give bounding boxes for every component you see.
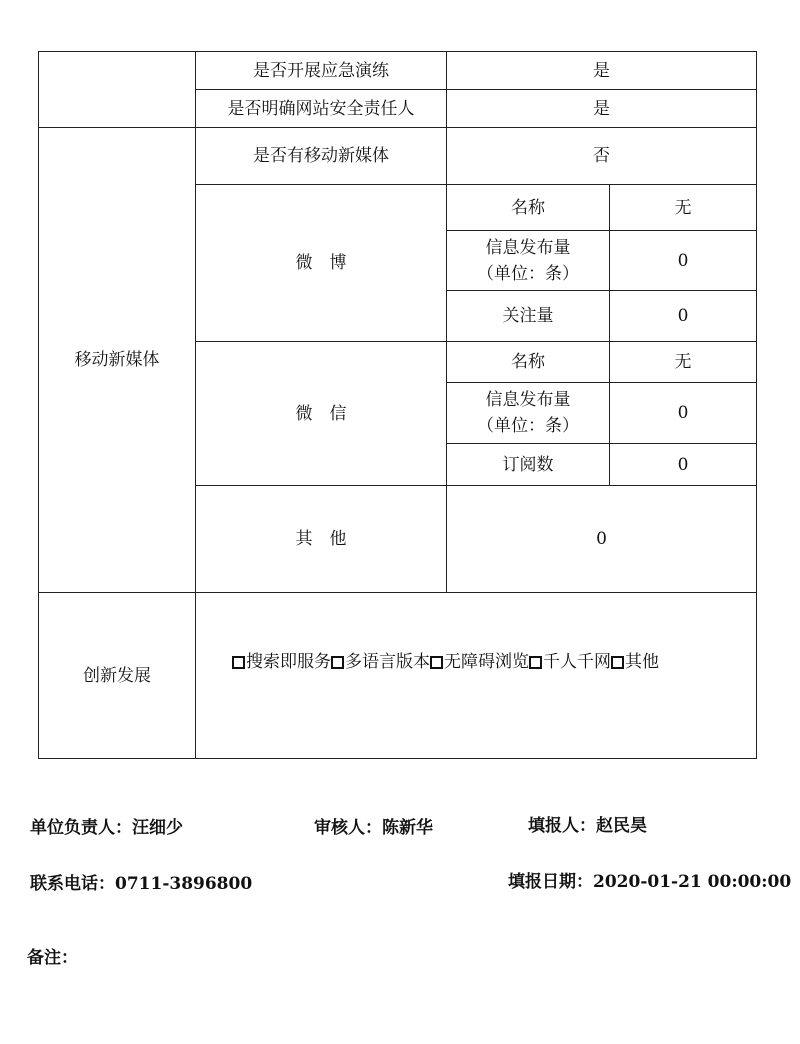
has-mobile-media-value: 否 bbox=[593, 146, 610, 166]
emergency-drill-label: 是否开展应急演练 bbox=[253, 60, 389, 81]
checkbox-icon[interactable] bbox=[232, 656, 245, 669]
contact-phone: 联系电话：0711-3896800 bbox=[30, 874, 253, 894]
weibo-name-value: 无 bbox=[674, 197, 692, 218]
weibo-followers-value: 0 bbox=[677, 306, 689, 326]
checkbox-icon[interactable] bbox=[611, 656, 624, 669]
option-label: 搜索即服务 bbox=[246, 652, 331, 672]
wechat-posts-label-line2: （单位：条） bbox=[477, 416, 579, 436]
weibo-posts-value: 0 bbox=[677, 250, 689, 271]
option-accessibility[interactable] bbox=[430, 650, 529, 674]
table-line bbox=[38, 758, 757, 759]
option-multilingual[interactable] bbox=[331, 650, 430, 674]
option-search-as-service[interactable] bbox=[232, 650, 331, 674]
other-media-value: 0 bbox=[596, 529, 607, 549]
wechat-posts-value: 0 bbox=[677, 403, 689, 423]
option-label: 千人千网 bbox=[543, 652, 611, 672]
innovation-section-label: 创新发展 bbox=[83, 665, 151, 686]
wechat-posts-label bbox=[447, 383, 609, 443]
weibo-posts-label-line1: 信息发布量 bbox=[485, 237, 571, 258]
security-owner-value: 是 bbox=[593, 98, 610, 119]
option-personalized[interactable] bbox=[529, 650, 611, 674]
checkbox-icon[interactable] bbox=[529, 656, 542, 669]
other-media-label: 其 他 bbox=[295, 529, 347, 549]
weibo-name-label: 名称 bbox=[511, 197, 545, 218]
filler: 填报人：赵民昊 bbox=[528, 816, 647, 836]
weibo-followers-label: 关注量 bbox=[502, 306, 554, 326]
option-label: 无障碍浏览 bbox=[444, 652, 529, 672]
weibo-label: 微 博 bbox=[295, 253, 347, 273]
wechat-name-label: 名称 bbox=[511, 352, 545, 372]
wechat-subscribers-value: 0 bbox=[677, 454, 689, 475]
option-other[interactable] bbox=[611, 650, 659, 674]
checkbox-icon[interactable] bbox=[430, 656, 443, 669]
emergency-drill-value: 是 bbox=[593, 60, 610, 81]
reviewer: 审核人：陈新华 bbox=[314, 818, 433, 838]
weibo-posts-label-line2: （单位：条） bbox=[477, 263, 579, 284]
weibo-posts-label bbox=[447, 231, 609, 290]
option-label: 多语言版本 bbox=[345, 652, 430, 672]
security-owner-label: 是否明确网站安全责任人 bbox=[227, 98, 415, 119]
wechat-name-value: 无 bbox=[674, 352, 692, 372]
option-label: 其他 bbox=[625, 652, 659, 672]
table-line bbox=[756, 51, 757, 759]
unit-head: 单位负责人：汪细少 bbox=[30, 818, 183, 838]
fill-date: 填报日期：2020-01-21 00:00:00 bbox=[508, 872, 792, 892]
has-mobile-media-label: 是否有移动新媒体 bbox=[253, 146, 389, 166]
innovation-options bbox=[232, 650, 659, 676]
checkbox-icon[interactable] bbox=[331, 656, 344, 669]
notes-label: 备注： bbox=[27, 948, 78, 968]
mobile-media-section-label: 移动新媒体 bbox=[74, 350, 160, 370]
wechat-subscribers-label: 订阅数 bbox=[502, 454, 554, 475]
wechat-posts-label-line1: 信息发布量 bbox=[485, 390, 571, 410]
wechat-label: 微 信 bbox=[295, 403, 347, 424]
